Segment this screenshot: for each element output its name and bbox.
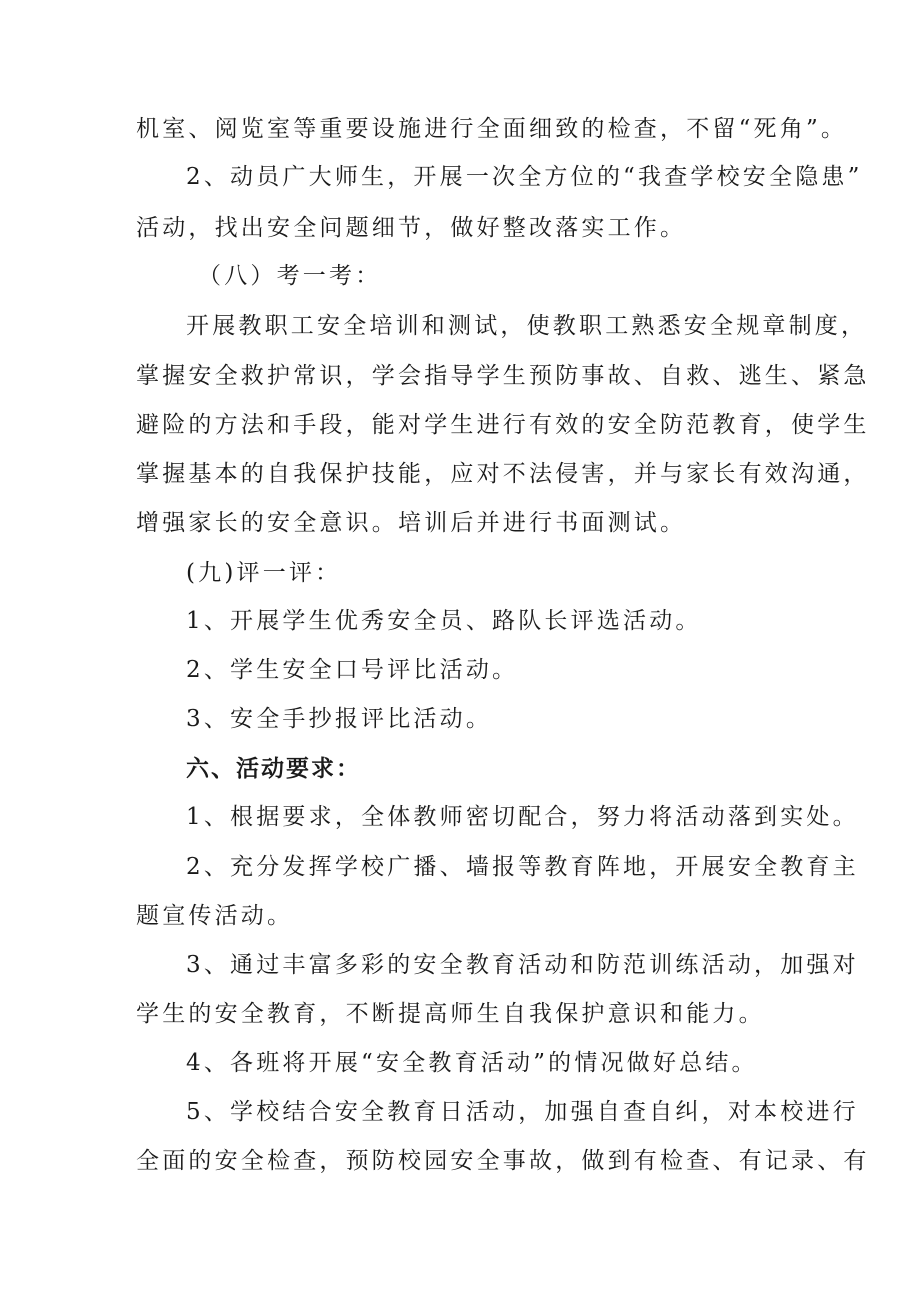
list-item: 1、开展学生优秀安全员、路队长评选活动。 bbox=[186, 608, 702, 634]
paragraph-line: 活动，找出安全问题细节，做好整改落实工作。 bbox=[136, 215, 687, 241]
list-item: 2、充分发挥学校广播、墙报等教育阵地，开展安全教育主 bbox=[186, 854, 859, 880]
list-item: 5、学校结合安全教育日活动，加强自查自纠，对本校进行 bbox=[186, 1099, 859, 1125]
paragraph-line: 全面的安全检查，预防校园安全事故，做到有检查、有记录、有 bbox=[136, 1148, 870, 1174]
paragraph-line: 开展教职工安全培训和测试，使教职工熟悉安全规章制度， bbox=[186, 313, 868, 339]
section-subheading: (九)评一评： bbox=[186, 560, 342, 586]
section-heading: 六、活动要求： bbox=[186, 756, 361, 782]
list-item: 2、学生安全口号评比活动。 bbox=[186, 657, 519, 683]
list-item: 1、根据要求，全体教师密切配合，努力将活动落到实处。 bbox=[186, 804, 859, 830]
paragraph-line: 掌握基本的自我保护技能，应对不法侵害，并与家长有效沟通， bbox=[136, 461, 870, 487]
paragraph-line: 题宣传活动。 bbox=[136, 903, 294, 929]
paragraph-line: 避险的方法和手段，能对学生进行有效的安全防范教育，使学生 bbox=[136, 412, 870, 438]
list-item: 3、通过丰富多彩的安全教育活动和防范训练活动，加强对 bbox=[186, 952, 859, 978]
section-subheading: （八）考一考： bbox=[198, 263, 382, 289]
list-item: 4、各班将开展“安全教育活动”的情况做好总结。 bbox=[186, 1050, 758, 1076]
paragraph-line: 掌握安全救护常识，学会指导学生预防事故、自救、逃生、紧急 bbox=[136, 363, 870, 389]
paragraph-line: 机室、阅览室等重要设施进行全面细致的检查，不留“死角”。 bbox=[136, 116, 848, 142]
paragraph-line: 增强家长的安全意识。培训后并进行书面测试。 bbox=[136, 510, 687, 536]
paragraph-line: 学生的安全教育，不断提高师生自我保护意识和能力。 bbox=[136, 1001, 765, 1027]
list-item: 2、动员广大师生，开展一次全方位的“我查学校安全隐患” bbox=[186, 164, 863, 190]
list-item: 3、安全手抄报评比活动。 bbox=[186, 706, 493, 732]
